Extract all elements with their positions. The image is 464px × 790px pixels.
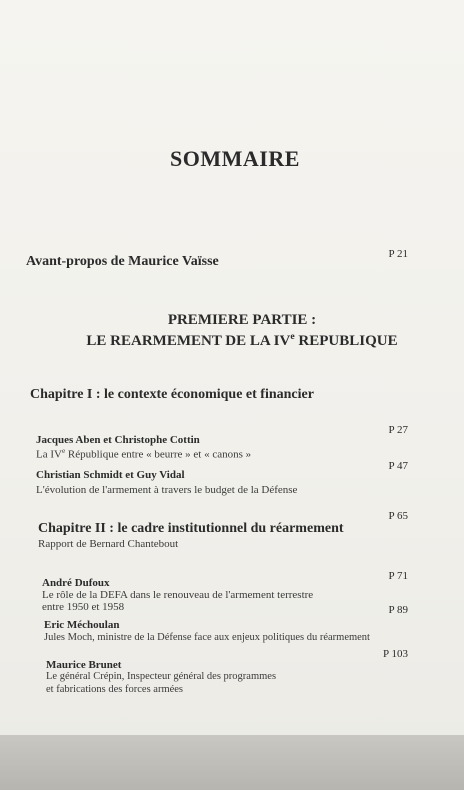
entry-page: P 27 xyxy=(388,424,408,436)
entry-description: Le rôle de la DEFA dans le renouveau de l'armement terrestre xyxy=(42,589,314,601)
entry-author: Maurice Brunet xyxy=(46,659,122,671)
entry-page: P 47 xyxy=(388,460,408,472)
chapitre-2-description: Rapport de Bernard Chantebout xyxy=(38,538,179,550)
page-edge-shadow xyxy=(0,735,464,790)
page-title: SOMMAIRE xyxy=(170,146,300,171)
entry-page: P 103 xyxy=(383,648,408,660)
partie-heading-line2: LE REARMEMENT DE LA IVe REPUBLIQUE xyxy=(86,331,398,349)
entry-page: P 89 xyxy=(388,604,408,616)
avant-propos-label: Avant-propos de Maurice Vaïsse xyxy=(26,254,219,269)
entry-description: Le général Crépin, Inspecteur général des programmes xyxy=(46,671,277,682)
entry-author: Christian Schmidt et Guy Vidal xyxy=(36,469,185,481)
entry-description: entre 1950 et 1958 xyxy=(42,601,125,613)
chapitre-1-heading: Chapitre I : le contexte économique et financier xyxy=(30,387,314,402)
entry-description: Jules Moch, ministre de la Défense face aux enjeux politiques du réarmement xyxy=(44,632,370,643)
avant-propos-page: P 21 xyxy=(388,248,408,260)
partie-heading-line1: PREMIERE PARTIE : xyxy=(167,312,317,328)
entry-page: P 71 xyxy=(388,570,408,582)
entry-description: et fabrications des forces armées xyxy=(46,684,184,695)
chapitre-2-heading: Chapitre II : le cadre institutionnel du réarmement xyxy=(38,521,344,536)
entry-author: André Dufoux xyxy=(42,577,110,589)
entry-author: Eric Méchoulan xyxy=(44,619,120,631)
entry-author: Jacques Aben et Christophe Cottin xyxy=(36,434,200,446)
chapitre-2-page: P 65 xyxy=(388,510,408,522)
entry-description: La IVe République entre « beurre » et « canons » xyxy=(36,447,252,461)
entry-description: L'évolution de l'armement à travers le budget de la Défense xyxy=(36,484,298,496)
